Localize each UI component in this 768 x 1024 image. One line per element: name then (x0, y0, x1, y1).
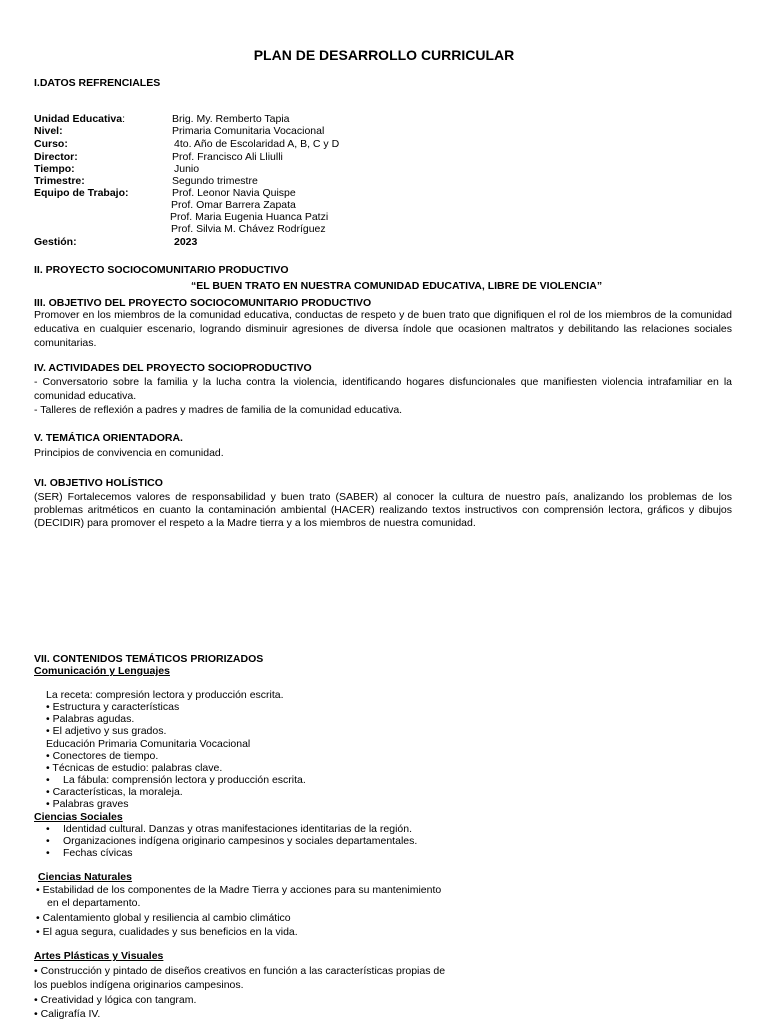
section-objetivo-proyecto-heading: III. OBJETIVO DEL PROYECTO SOCIOCOMUNITARIO PRODUCTIVO (34, 297, 372, 309)
list-item: • Creatividad y lógica con tangram. (34, 994, 197, 1006)
list-item: • Construcción y pintado de diseños creativos en función a las características propias de (34, 965, 446, 977)
value-equipo-member: Prof. Maria Eugenia Huanca Patzi (170, 211, 329, 223)
actividad-item: - Talleres de reflexión a padres y madres de familia de la comunidad educativa. (34, 404, 403, 416)
label-nivel: Nivel: (34, 125, 63, 137)
value-nivel: Primaria Comunitaria Vocacional (172, 125, 325, 137)
objetivo-holistico-text: (SER) Fortalecemos valores de responsabilidad y buen trato (SABER) al conocer la cultura de nuestro país, analizando los problemas de los problemas aritméticos en cuanto la contaminación ambiental (HACER) realizando textos instructivos con comprensión lectora, gráficos y dibujos (DECIDIR) para promover el respeto a la Madre tierra y a los miembros de nuestra comunidad. (34, 491, 732, 529)
value-equipo-member: Prof. Leonor Navia Quispe (172, 187, 296, 199)
label-director: Director: (34, 151, 78, 163)
list-item: • Características, la moraleja. (46, 786, 183, 798)
section-datos-heading: I.DATOS REFRENCIALES (34, 77, 161, 89)
value-director: Prof. Francisco Ali Lliulli (172, 151, 283, 163)
subject-naturales-title: Ciencias Naturales (38, 871, 132, 883)
value-tiempo: Junio (174, 163, 200, 175)
list-item: • Estructura y características (46, 701, 180, 713)
label-unidad-educativa-text: Unidad Educativa (34, 113, 123, 125)
value-trimestre: Segundo trimestre (172, 175, 258, 187)
project-title: “EL BUEN TRATO EN NUESTRA COMUNIDAD EDUCATIVA, LIBRE DE VIOLENCIA” (191, 280, 603, 292)
list-item: Identidad cultural. Danzas y otras manifestaciones identitarias de la región. (63, 823, 413, 835)
subject-artes-title: Artes Plásticas y Visuales (34, 950, 164, 962)
value-equipo-member: Prof. Omar Barrera Zapata (171, 199, 296, 211)
list-item: • Caligrafía IV. (34, 1008, 101, 1020)
label-trimestre: Trimestre: (34, 175, 85, 187)
section-objetivo-holistico-heading: VI. OBJETIVO HOLÍSTICO (34, 477, 163, 489)
subject-sociales-title: Ciencias Sociales (34, 811, 123, 823)
section-tematica-heading: V. TEMÁTICA ORIENTADORA. (34, 432, 183, 444)
list-item: • Palabras agudas. (46, 713, 135, 725)
list-item: Educación Primaria Comunitaria Vocacional (46, 738, 251, 750)
tematica-text: Principios de convivencia en comunidad. (34, 447, 224, 459)
list-item: en el departamento. (47, 897, 141, 909)
list-item: los pueblos indígena originarios campesinos. (34, 979, 244, 991)
list-item: La receta: compresión lectora y producción escrita. (46, 689, 284, 701)
list-bullet: • (46, 774, 50, 786)
list-item: • Palabras graves (46, 798, 129, 810)
list-bullet: • (46, 847, 50, 859)
value-gestion: 2023 (174, 236, 198, 248)
list-item: • Conectores de tiempo. (46, 750, 159, 762)
list-item: Fechas cívicas (63, 847, 133, 859)
value-equipo-member: Prof. Silvia M. Chávez Rodríguez (171, 223, 326, 235)
section-proyecto-heading: II. PROYECTO SOCIOCOMUNITARIO PRODUCTIVO (34, 264, 289, 276)
list-bullet: • (46, 835, 50, 847)
actividad-item: - Conversatorio sobre la familia y la lucha contra la violencia, identificando hogares disfuncionales que manifiesten violencia intrafamiliar en la comunidad educativa. (34, 376, 732, 402)
label-colon: : (122, 113, 126, 125)
list-item: Organizaciones indígena originario campesinos y sociales departamentales. (63, 835, 418, 847)
page-title: PLAN DE DESARROLLO CURRICULAR (253, 47, 515, 63)
value-unidad-educativa: Brig. My. Remberto Tapia (172, 113, 290, 125)
list-bullet: • (46, 823, 50, 835)
section-contenidos-heading: VII. CONTENIDOS TEMÁTICOS PRIORIZADOS (34, 653, 264, 665)
label-unidad-educativa (34, 113, 125, 125)
list-item: • Técnicas de estudio: palabras clave. (46, 762, 223, 774)
list-item: • Calentamiento global y resiliencia al cambio climático (36, 912, 291, 924)
section-actividades-heading: IV. ACTIVIDADES DEL PROYECTO SOCIOPRODUCTIVO (34, 362, 312, 374)
value-curso: 4to. Año de Escolaridad A, B, C y D (174, 138, 340, 150)
list-item: • Estabilidad de los componentes de la Madre Tierra y acciones para su mantenimiento (36, 884, 442, 896)
list-item: • El agua segura, cualidades y sus beneficios en la vida. (36, 926, 298, 938)
label-curso: Curso: (34, 138, 68, 150)
label-equipo-trabajo: Equipo de Trabajo: (34, 187, 129, 199)
subject-comunicacion-title: Comunicación y Lenguajes (34, 665, 170, 677)
objetivo-proyecto-text: Promover en los miembros de la comunidad educativa, conductas de respeto y de buen trato que dignifiquen el rol de los miembros de la comunidad educativa en cualquier escenario, logrando disminuir agresiones de diversa índole que ocasionen maltratos y debilitando las relaciones sociales comunitarias. (34, 309, 732, 349)
label-gestion: Gestión: (34, 236, 77, 248)
list-item: • El adjetivo y sus grados. (46, 725, 167, 737)
label-tiempo: Tiempo: (34, 163, 75, 175)
list-item: La fábula: comprensión lectora y producción escrita. (63, 774, 306, 786)
